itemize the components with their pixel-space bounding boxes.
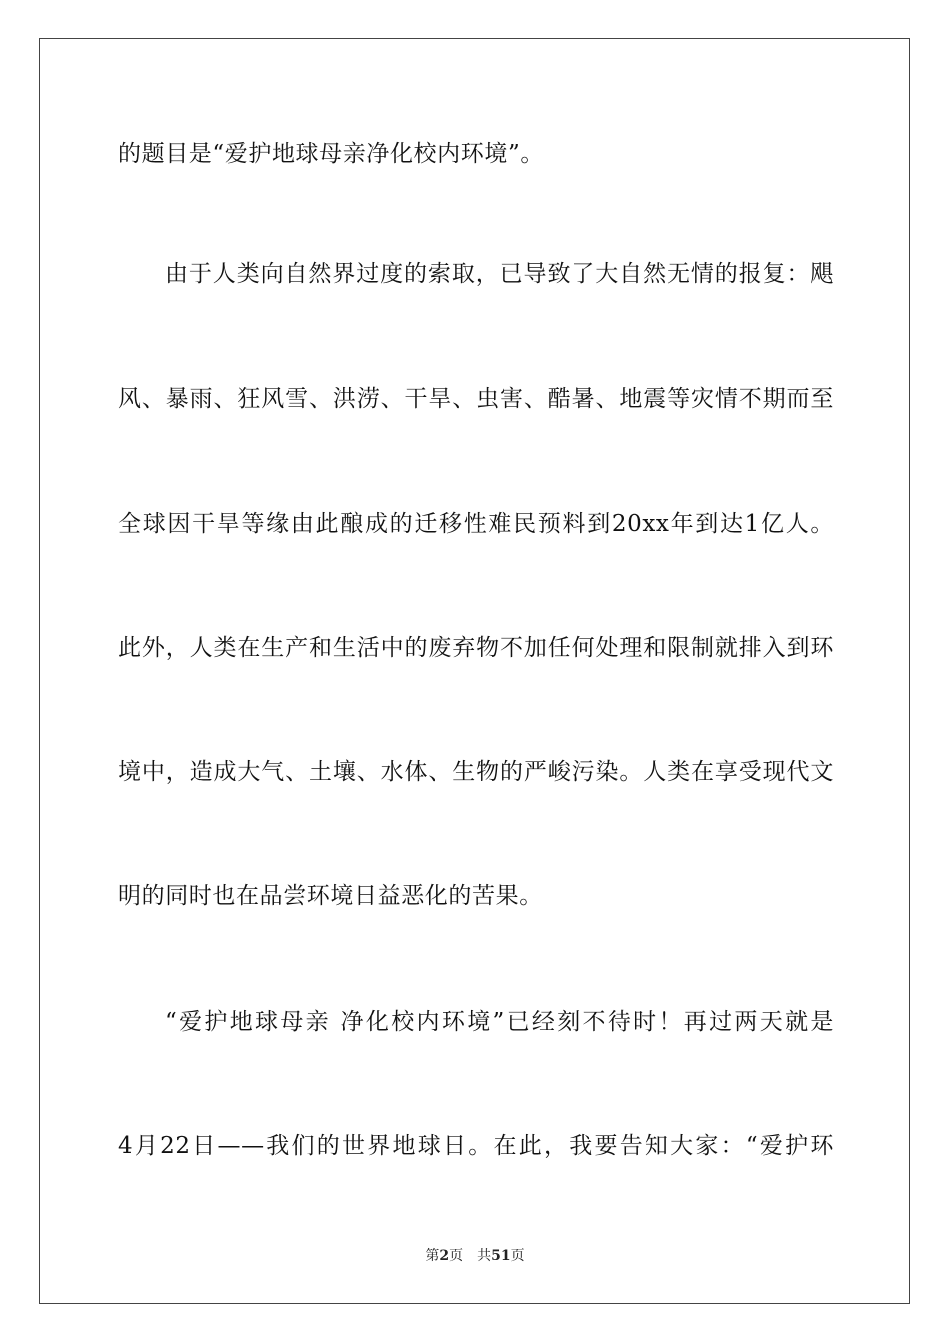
text-line-8: “爱护地球母亲 净化校内环境”已经刻不待时！再过两天就是 — [165, 1009, 834, 1035]
text-line-3: 风、暴雨、狂风雪、洪涝、干旱、虫害、酷暑、地震等灾情不期而至 — [118, 386, 834, 412]
text-line-5: 此外，人类在生产和生活中的废弃物不加任何处理和限制就排入到环 — [118, 635, 834, 661]
footer-prefix: 第 — [425, 1248, 440, 1264]
text-line-6: 境中，造成大气、土壤、水体、生物的严峻污染。人类在享受现代文 — [118, 759, 834, 785]
text-line-2: 由于人类向自然界过度的索取，已导致了大自然无情的报复：飓 — [165, 261, 834, 287]
footer-page-number: 2 — [439, 1248, 450, 1264]
footer-suffix: 页 — [510, 1248, 525, 1264]
text-line-9: 4月22日——我们的世界地球日。在此，我要告知大家：“爱护环 — [118, 1133, 834, 1159]
text-line-7: 明的同时也在品尝环境日益恶化的苦果。 — [118, 883, 543, 909]
page-border — [39, 38, 910, 1304]
page-footer — [0, 1245, 950, 1265]
footer-total-pages: 51 — [491, 1248, 511, 1264]
footer-middle: 页 共 — [449, 1248, 492, 1264]
text-line-1: 的题目是“爱护地球母亲净化校内环境”。 — [118, 141, 544, 167]
text-line-4: 全球因干旱等缘由此酿成的迁移性难民预料到20xx年到达1亿人。 — [118, 511, 834, 537]
